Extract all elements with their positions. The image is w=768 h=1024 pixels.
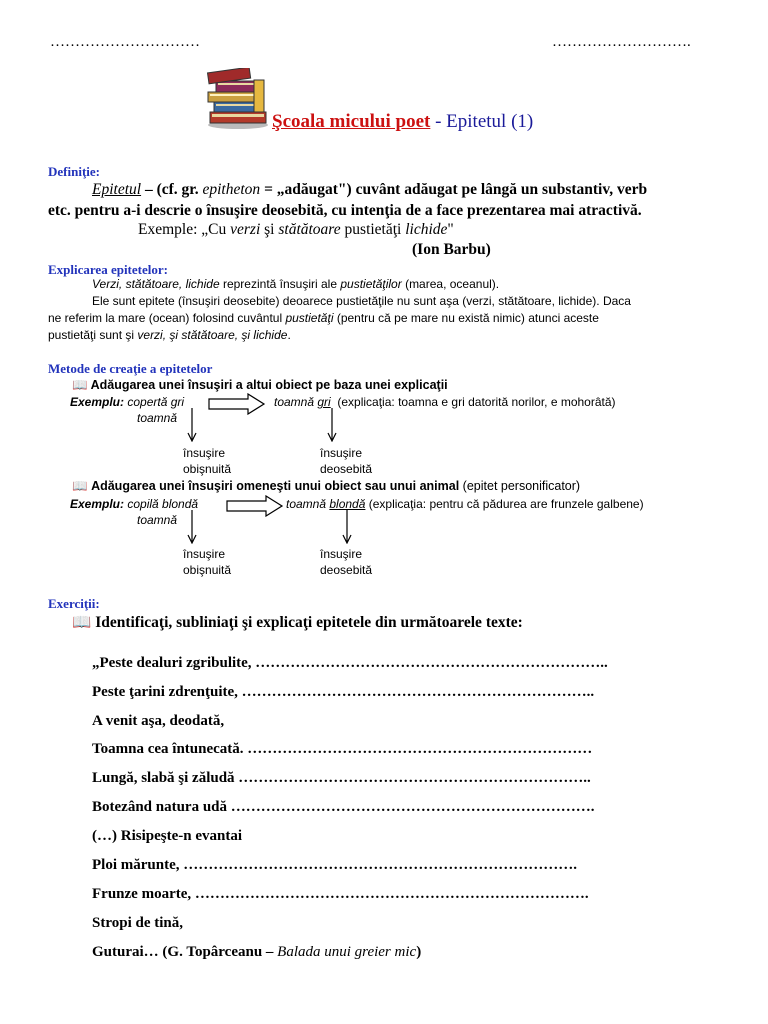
definition-example — [138, 221, 454, 239]
poem-line-last — [92, 944, 421, 961]
exercises-heading: Exerciţii: — [48, 596, 100, 611]
explanation-p2-l2it: pustietăţi — [285, 311, 334, 325]
method-1-right-b: gri — [317, 395, 331, 409]
method-2-ord1: însuşire — [183, 547, 226, 561]
method-2-left: copilă blondă — [127, 497, 199, 511]
method-1-special — [320, 445, 372, 477]
poem-line: Toamna cea întunecată. …………………………………………………………… — [92, 741, 593, 757]
method-2-title-text: Adăugarea unei însuşiri omeneşti unui obiect sau unui animal — [91, 479, 460, 493]
poem-line: Frunze moarte, ……………………………………………………………………. — [92, 886, 589, 902]
method-1-ord1: însuşire — [183, 446, 226, 460]
example-label: Exemple: — [138, 221, 202, 238]
definition-term: Epitetul — [92, 181, 142, 198]
method-2-ord2: obişnuită — [183, 563, 232, 577]
example-pustietati: pustietăţi — [340, 221, 406, 238]
example-statatoare: stătătoare — [278, 221, 341, 238]
method-2-down-arrow-right-icon — [340, 510, 354, 549]
method-1-title-text: Adăugarea unei însuşiri a altui obiect pe baza unei explicaţii — [90, 378, 448, 392]
poem-last-title: Balada unui greier mic — [277, 944, 417, 960]
method-1-left2: toamnă — [137, 411, 178, 425]
poem-line: „Peste dealuri zgribulite, …………………………………………………………….. — [92, 655, 608, 671]
method-1-ord2: obişnuită — [183, 462, 232, 476]
books-icon — [202, 68, 272, 130]
open-book-icon: 📖 — [72, 614, 92, 631]
method-1-arrow-icon — [208, 393, 266, 420]
title-sub: Epitetul (1) — [446, 111, 534, 132]
explanation-p2-l3b: . — [287, 328, 291, 342]
title-separator: - — [430, 111, 447, 132]
explanation-p2-line2 — [48, 311, 599, 325]
definition-line-2: etc. pentru a-i descrie o însuşire deosebită, cu intenţia de a face prezentarea mai atractivă. — [48, 202, 642, 219]
explanation-p2-l2b: (pentru că pe mare nu există nimic) atunci aceste — [333, 311, 599, 325]
method-1-title — [72, 378, 448, 393]
method-2-arrow-icon — [226, 495, 284, 522]
definition-text-b: = „adăugat") cuvânt adăugat pe lângă un substantiv, verb — [260, 181, 648, 198]
method-1-down-arrow-right-icon — [325, 408, 339, 447]
method-1-right — [274, 395, 616, 409]
method-2-special — [320, 546, 372, 578]
explanation-p2-l3it: verzi, şi stătătoare, şi lichide — [137, 328, 288, 342]
example-verzi: verzi — [230, 221, 261, 238]
method-2-title — [72, 479, 580, 494]
method-2-ordinary — [183, 546, 231, 578]
methods-heading: Metode de creaţie a epitetelor — [48, 361, 213, 376]
page-title — [272, 111, 533, 133]
method-1-example — [70, 395, 184, 409]
poem-last-b: ) — [416, 944, 422, 960]
explanation-p1-a: reprezintă însuşiri ale — [219, 277, 341, 291]
explanation-heading: Explicarea epitetelor: — [48, 262, 168, 277]
poem-line: A venit aşa, deodată, — [92, 713, 225, 729]
method-2-down-arrow-left-icon — [185, 510, 199, 549]
method-1-right-a: toamnă — [274, 395, 318, 409]
method-1-left: copertă gri — [127, 395, 185, 409]
poem-line: (…) Risipeşte-n evantai — [92, 828, 242, 844]
method-2-example — [70, 497, 198, 511]
example-author: (Ion Barbu) — [412, 241, 491, 258]
method-2-title-note: (epitet personificator) — [459, 479, 581, 493]
open-book-icon: 📖 — [72, 479, 88, 493]
method-1-ordinary — [183, 445, 231, 477]
poem-line: Stropi de tină, — [92, 915, 183, 931]
example-si: şi — [260, 221, 279, 238]
definition-heading: Definiţie: — [48, 164, 100, 179]
header-right-dots: ………………………. — [552, 34, 691, 50]
poem-line: Botezând natura udă ………………………………………………………………. — [92, 799, 595, 815]
explanation-p2-line3 — [48, 328, 291, 342]
method-1-explanation: (explicaţia: toamna e gri datorită norilor, e mohorâtă) — [337, 395, 616, 409]
method-1-example-label: Exemplu: — [70, 395, 125, 409]
open-book-icon: 📖 — [72, 378, 88, 392]
example-q1: „Cu — [201, 221, 231, 238]
header-left-dots: ………………………… — [50, 34, 200, 50]
example-end: " — [447, 221, 454, 238]
method-2-example-label: Exemplu: — [70, 497, 125, 511]
method-2-left2: toamnă — [137, 513, 178, 527]
poem-last-a: Guturai… (G. Topârceanu – — [92, 944, 278, 960]
exercises-instruction — [72, 613, 523, 632]
explanation-p2-line1: Ele sunt epitete (însuşiri deosebite) deoarece pustietăţile nu sunt aşa (verzi, stătătoare, lichide). Daca — [92, 294, 631, 308]
poem-line: Lungă, slabă şi zăludă …………………………………………………………….. — [92, 770, 591, 786]
explanation-p1-it: Verzi, stătătoare, lichide — [92, 277, 220, 291]
explanation-p2-l3a: pustietăţi sunt şi — [48, 328, 138, 342]
method-2-right-a: toamnă — [286, 497, 330, 511]
title-main: Şcoala micului poet — [272, 111, 431, 132]
method-2-right-b: blondă — [329, 497, 366, 511]
definition-greek: epitheton — [202, 181, 261, 198]
explanation-p1-it2: pustietăţilor — [340, 277, 402, 291]
example-lichide: lichide — [405, 221, 448, 238]
method-1-down-arrow-left-icon — [185, 408, 199, 447]
method-2-spec2: deosebită — [320, 563, 373, 577]
explanation-p2-l2a: ne referim la mare (ocean) folosind cuvântul — [48, 311, 286, 325]
poem-line: Ploi mărunte, ……………………………………………………………………. — [92, 857, 577, 873]
definition-line-1 — [92, 181, 647, 199]
explanation-p1 — [92, 277, 499, 291]
method-1-spec1: însuşire — [320, 446, 363, 460]
method-2-spec1: însuşire — [320, 547, 363, 561]
method-2-explanation: (explicaţia: pentru că pădurea are frunzele galbene) — [368, 497, 644, 511]
definition-text-a: – (cf. gr. — [141, 181, 203, 198]
method-2-right — [286, 497, 644, 511]
explanation-p1-b: (marea, oceanul). — [401, 277, 500, 291]
method-1-spec2: deosebită — [320, 462, 373, 476]
exercises-instruction-text: Identificaţi, subliniaţi şi explicaţi epitetele din următoarele texte: — [95, 614, 523, 631]
poem-line: Peste ţarini zdrenţuite, …………………………………………………………….. — [92, 684, 595, 700]
